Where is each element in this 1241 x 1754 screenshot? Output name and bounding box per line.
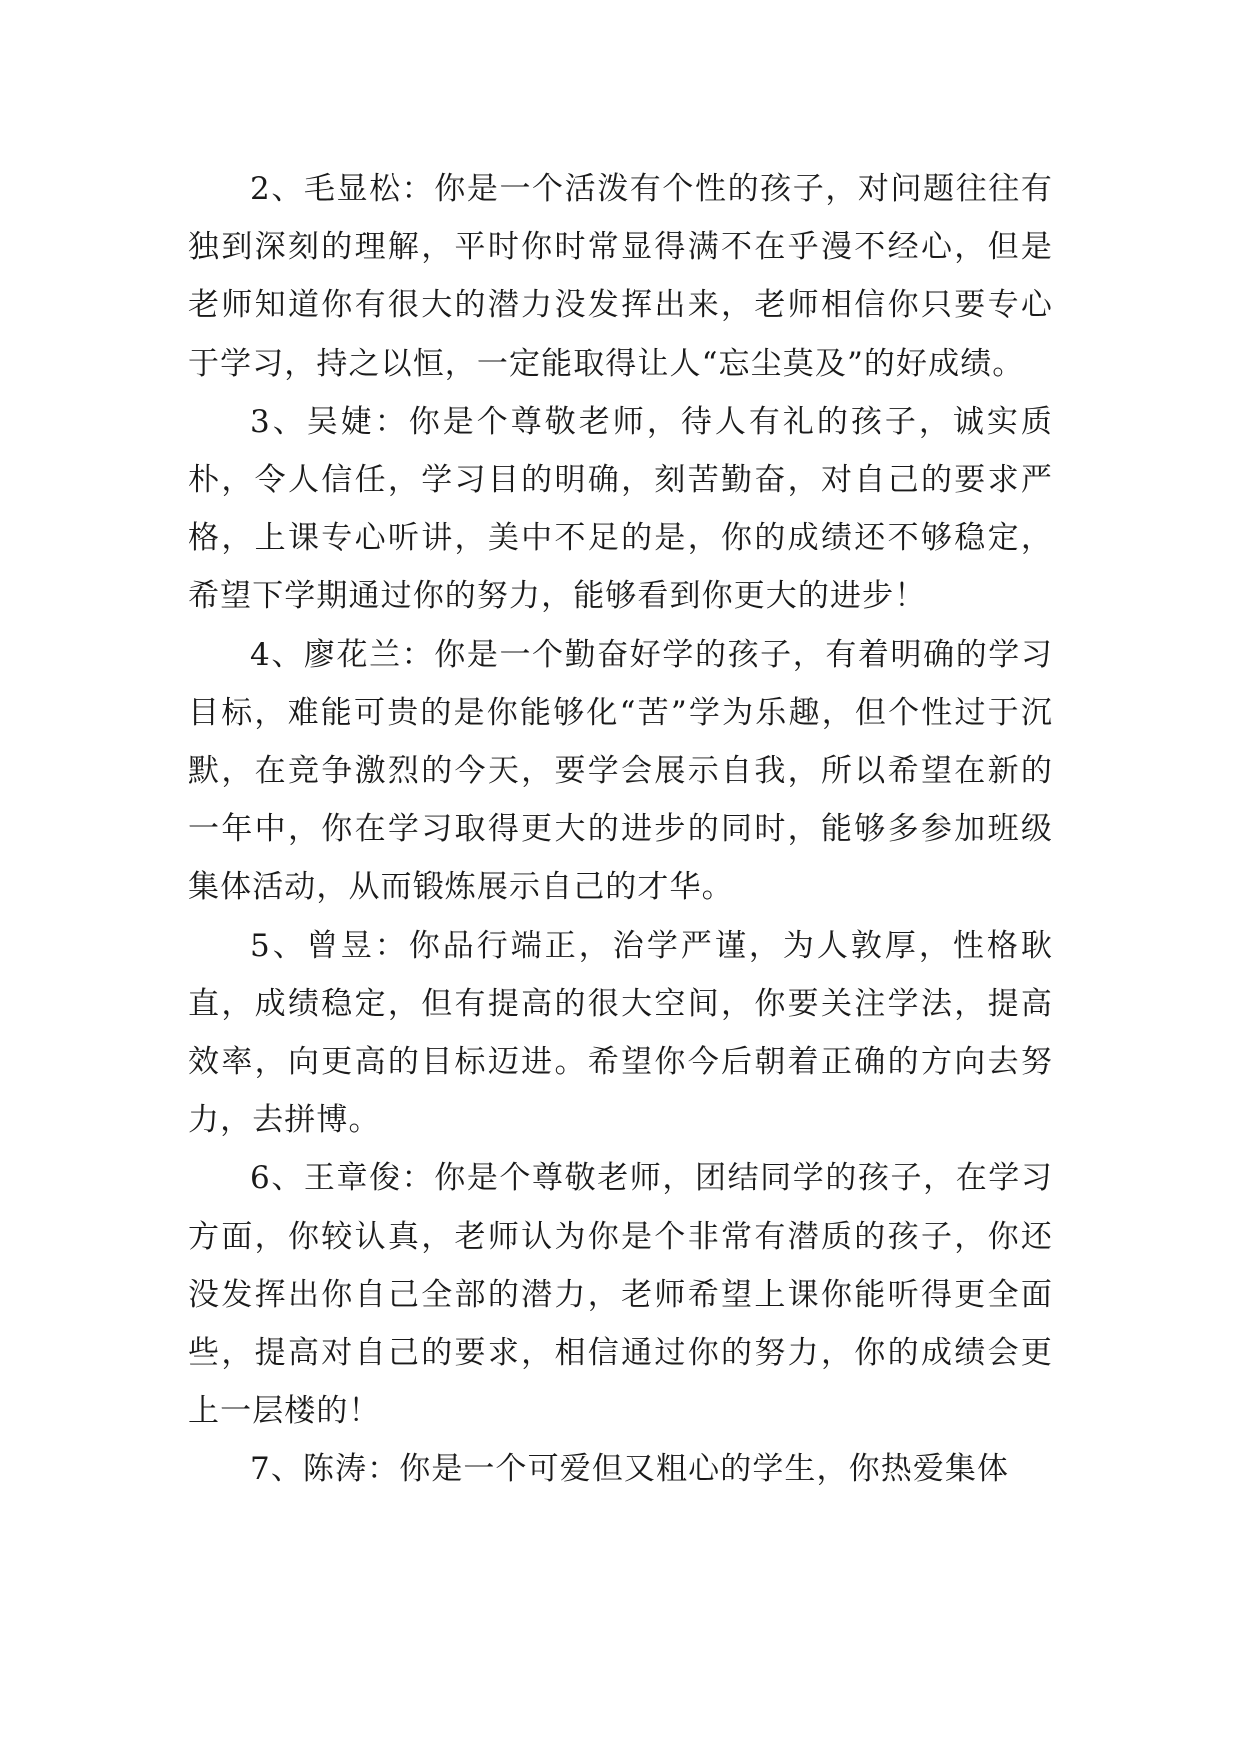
comment-paragraph-6: 6、王章俊：你是个尊敬老师，团结同学的孩子，在学习方面，你较认真，老师认为你是个非常有潜质的孩子，你还没发挥出你自己全部的潜力，老师希望上课你能听得更全面些，提高对自己的要求，相信通过你的努力，你的成绩会更上一层楼的！	[188, 1160, 1053, 1430]
comment-paragraph-4: 4、廖花兰：你是一个勤奋好学的孩子，有着明确的学习目标，难能可贵的是你能够化“苦”学为乐趣，但个性过于沉默，在竞争激烈的今天，要学会展示自我，所以希望在新的一年中，你在学习取得更大的进步的同时，能够多参加班级集体活动，从而锻炼展示自己的才华。	[188, 636, 1053, 906]
comment-paragraph-5: 5、曾昱：你品行端正，治学严谨，为人敦厚，性格耿直，成绩稳定，但有提高的很大空间，你要关注学法，提高效率，向更高的目标迈进。希望你今后朝着正确的方向去努力，去拼博。	[188, 927, 1053, 1139]
comment-paragraph-7: 7、陈涛：你是一个可爱但又粗心的学生，你热爱集体	[250, 1451, 1010, 1488]
comment-paragraph-2: 2、毛显松：你是一个活泼有个性的孩子，对问题往往有独到深刻的理解，平时你时常显得满不在乎漫不经心，但是老师知道你有很大的潜力没发挥出来，老师相信你只要专心于学习，持之以恒，一定能取得让人“忘尘莫及”的好成绩。	[188, 171, 1053, 382]
comment-paragraph-3: 3、吴婕：你是个尊敬老师，待人有礼的孩子，诚实质朴，令人信任，学习目的明确，刻苦勤奋，对自己的要求严格，上课专心听讲，美中不足的是，你的成绩还不够稳定，希望下学期通过你的努力，能够看到你更大的进步！	[188, 403, 1053, 615]
document-body	[188, 160, 1053, 1499]
